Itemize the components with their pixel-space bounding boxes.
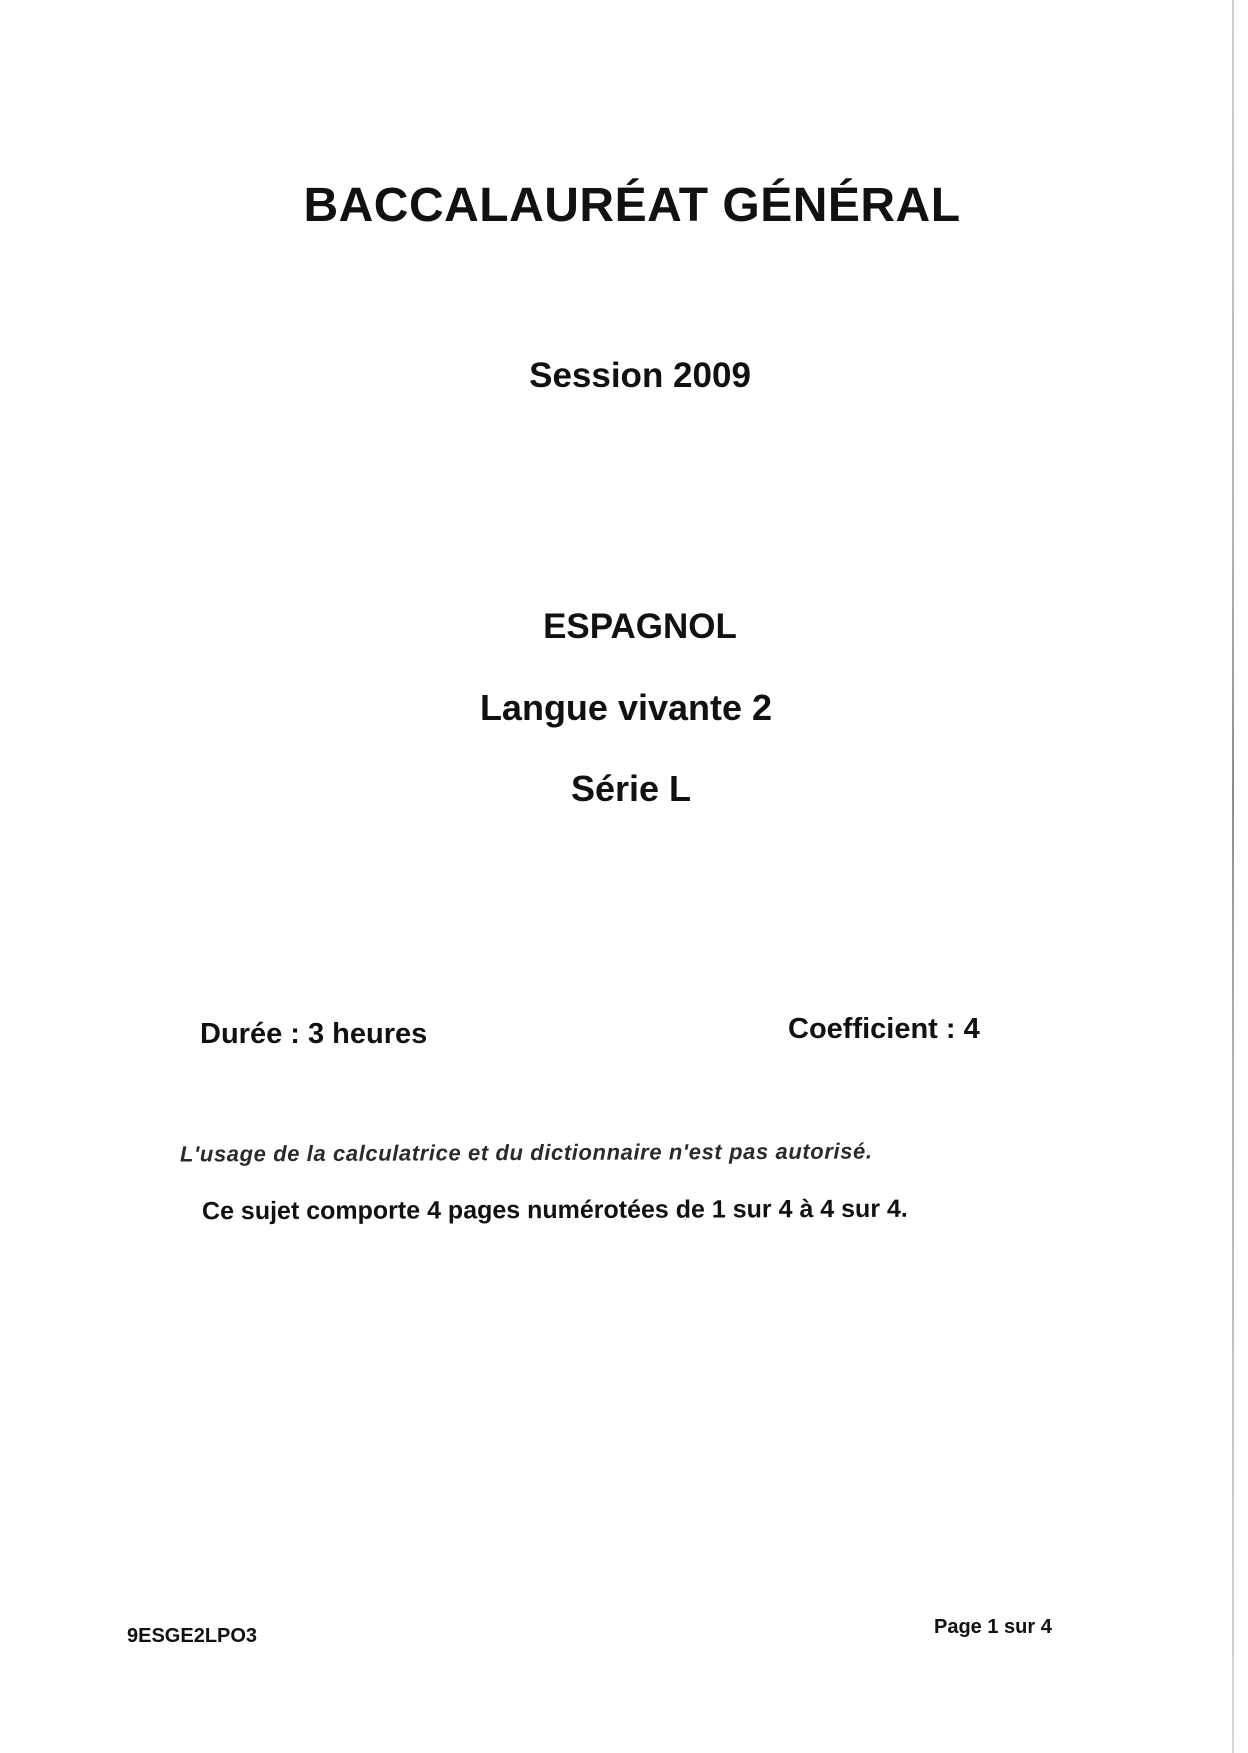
calculator-notice: L'usage de la calculatrice et du dictionnaire n'est pas autorisé.: [179, 1138, 873, 1167]
scan-edge-line: [1232, 0, 1234, 1753]
session-year: Session 2009: [529, 356, 751, 395]
language-level: Langue vivante 2: [479, 687, 773, 728]
exam-coefficient: Coefficient : 4: [788, 1013, 980, 1045]
subject-name: ESPAGNOL: [543, 607, 737, 646]
exam-duration: Durée : 3 heures: [200, 1018, 428, 1050]
exam-series: Série L: [570, 768, 692, 809]
document-code: 9ESGE2LPO3: [127, 1625, 258, 1647]
pages-notice: Ce sujet comporte 4 pages numérotées de 1 sur 4 à 4 sur 4.: [201, 1194, 908, 1226]
page-number: Page 1 sur 4: [934, 1616, 1052, 1638]
exam-title: BACCALAURÉAT GÉNÉRAL: [303, 179, 961, 232]
